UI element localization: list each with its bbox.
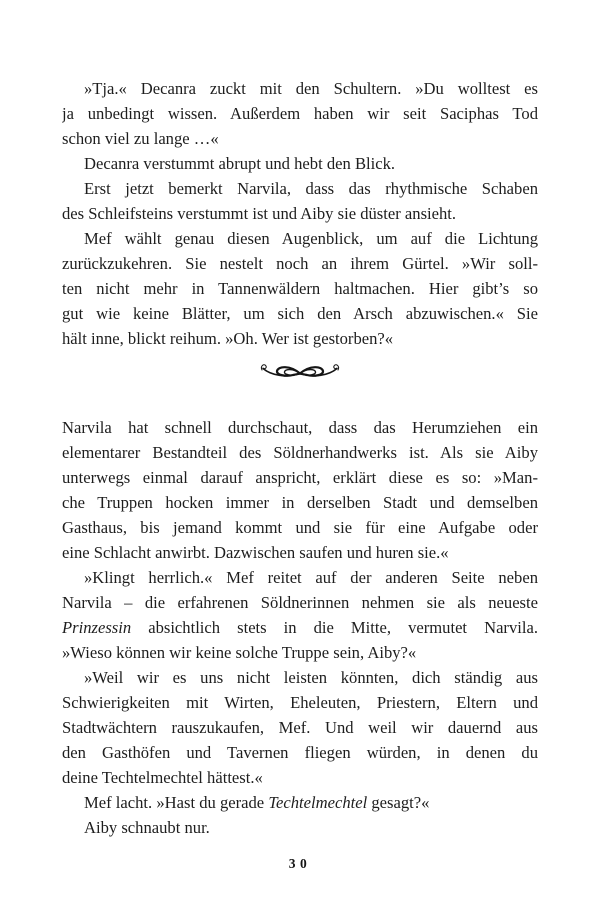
italic-run: Techtelmechtel: [268, 793, 368, 812]
text-run: den Gasthöfen und Tavernen fliegen würden, in denen du: [62, 743, 538, 762]
text-line: [62, 126, 538, 151]
section-after-divider: [62, 415, 538, 840]
text-line: [62, 226, 538, 251]
text-line: [62, 715, 538, 740]
text-line: [62, 640, 538, 665]
text-line: [62, 590, 538, 615]
paragraph: [62, 790, 538, 815]
text-line: [62, 176, 538, 201]
text-line: [62, 326, 538, 351]
text-run: »Klingt herrlich.« Mef reitet auf der anderen Seite neben: [84, 568, 538, 587]
text-run: »Tja.« Decanra zuckt mit den Schultern. »Du wolltest es: [84, 79, 538, 98]
page-footer: [0, 856, 600, 872]
text-run: Narvila hat schnell durchschaut, dass das Herumziehen ein: [62, 418, 538, 437]
text-line: [62, 301, 538, 326]
text-run: schon viel zu lange …«: [62, 129, 219, 148]
text-line: [62, 101, 538, 126]
text-run: absichtlich stets in die Mitte, vermutet Narvila.: [131, 618, 538, 637]
text-run: Aiby schnaubt nur.: [84, 818, 210, 837]
paragraph: [62, 76, 538, 151]
text-line: [62, 151, 538, 176]
text-line: [62, 465, 538, 490]
text-run: Erst jetzt bemerkt Narvila, dass das rhythmische Schaben: [84, 179, 538, 198]
text-line: [62, 276, 538, 301]
text-run: Narvila – die erfahrenen Söldnerinnen nehmen sie als neueste: [62, 593, 538, 612]
text-line: [62, 76, 538, 101]
text-line: [62, 815, 538, 840]
paragraph: [62, 815, 538, 840]
text-line: [62, 415, 538, 440]
text-run: eine Schlacht anwirbt. Dazwischen saufen und huren sie.«: [62, 543, 449, 562]
text-run: Mef wählt genau diesen Augenblick, um auf die Lichtung: [84, 229, 538, 248]
calligraphic-flourish-icon: [257, 361, 343, 390]
text-run: zurückzukehren. Sie nestelt noch an ihrem Gürtel. »Wir soll-: [62, 254, 538, 273]
text-run: Gasthaus, bis jemand kommt und sie für eine Aufgabe oder: [62, 518, 538, 537]
italic-run: Prinzessin: [62, 618, 132, 637]
text-line: [62, 565, 538, 590]
text-run: ten nicht mehr in Tannenwäldern haltmachen. Hier gibt’s so: [62, 279, 538, 298]
text-run: elementarer Bestandteil des Söldnerhandwerks ist. Als sie Aiby: [62, 443, 538, 462]
text-run: deine Techtelmechtel hättest.«: [62, 768, 263, 787]
text-line: [62, 690, 538, 715]
text-line: [62, 765, 538, 790]
section-before-divider: [62, 76, 538, 351]
text-run: Schwierigkeiten mit Wirten, Eheleuten, Priestern, Eltern und: [62, 693, 538, 712]
text-run: des Schleifsteins verstummt ist und Aiby sie düster ansieht.: [62, 204, 457, 223]
paragraph: [62, 151, 538, 176]
text-run: »Wieso können wir keine solche Truppe sein, Aiby?«: [62, 643, 417, 662]
text-run: Mef lacht. »Hast du gerade: [84, 793, 269, 812]
text-line: [62, 201, 538, 226]
section-divider: [62, 363, 538, 387]
text-line: [62, 740, 538, 765]
text-run: Stadtwächtern rauszukaufen, Mef. Und weil wir dauernd aus: [62, 718, 538, 737]
text-run: gut wie keine Blätter, um sich den Arsch abzuwischen.« Sie: [62, 304, 538, 323]
text-line: [62, 615, 538, 640]
text-line: [62, 490, 538, 515]
text-line: [62, 540, 538, 565]
text-line: [62, 440, 538, 465]
paragraph: [62, 565, 538, 665]
paragraph: [62, 665, 538, 790]
paragraph: [62, 226, 538, 351]
text-run: ja unbedingt wissen. Außerdem haben wir seit Saciphas Tod: [62, 104, 538, 123]
text-run: Decanra verstummt abrupt und hebt den Blick.: [84, 154, 396, 173]
text-line: [62, 515, 538, 540]
text-run: unterwegs einmal darauf anspricht, erklärt diese es so: »Man-: [62, 468, 538, 487]
text-run: »Weil wir es uns nicht leisten könnten, dich ständig aus: [84, 668, 538, 687]
page-number: 30: [288, 856, 312, 871]
text-run: hält inne, blickt reihum. »Oh. Wer ist gestorben?«: [62, 329, 394, 348]
text-line: [62, 251, 538, 276]
text-line: [62, 790, 538, 815]
paragraph: [62, 176, 538, 226]
text-run: gesagt?«: [367, 793, 430, 812]
text-run: che Truppen hocken immer in derselben Stadt und demselben: [62, 493, 538, 512]
paragraph: [62, 415, 538, 565]
text-line: [62, 665, 538, 690]
